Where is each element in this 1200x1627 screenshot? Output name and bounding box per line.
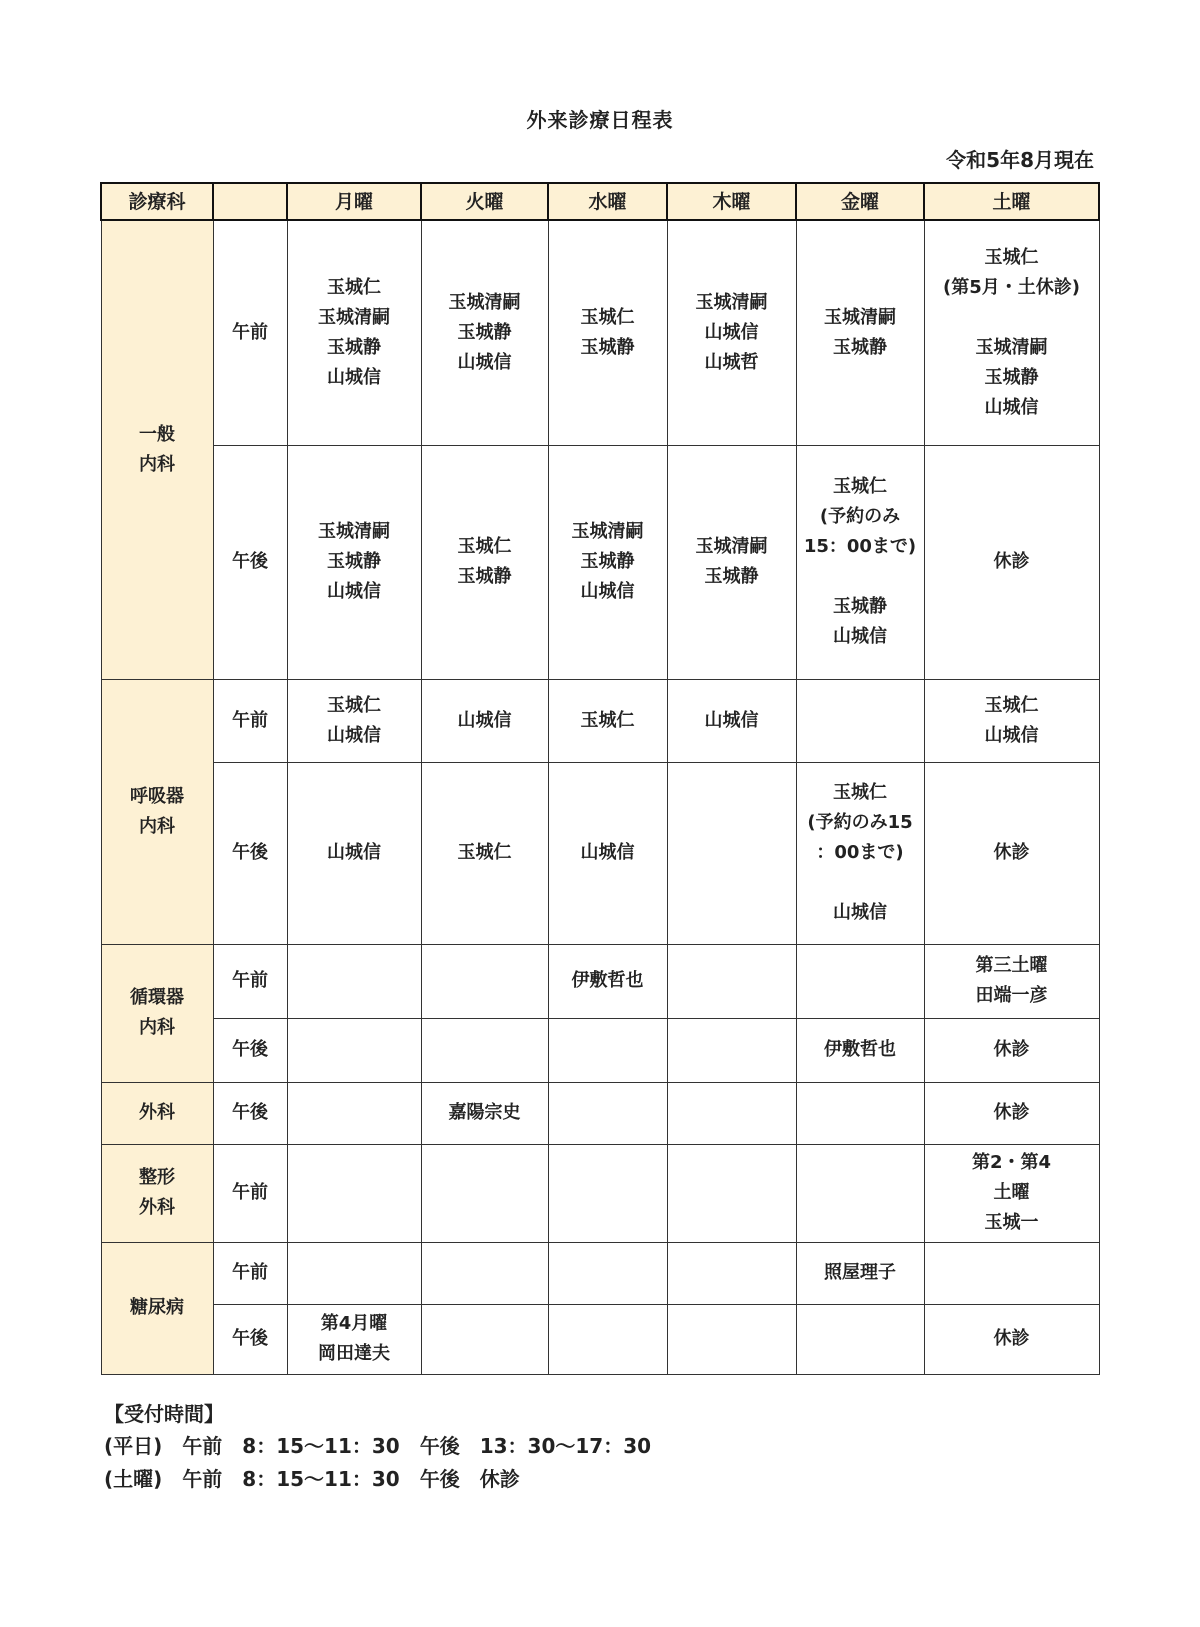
- schedule-cell: 玉城仁 (予約のみ15 ：00まで) 山城信: [796, 762, 924, 944]
- schedule-cell: 第4月曜 岡田達夫: [287, 1304, 421, 1374]
- slot-cell: 午後: [213, 445, 287, 679]
- schedule-cell: 第2・第4 土曜 玉城一: [924, 1144, 1099, 1242]
- header-dept: 診療科: [101, 183, 213, 220]
- schedule-cell: [421, 1144, 548, 1242]
- schedule-cell: [287, 1242, 421, 1304]
- schedule-cell: 伊敷哲也: [548, 944, 667, 1018]
- schedule-cell: 伊敷哲也: [796, 1018, 924, 1082]
- schedule-cell: 山城信: [667, 679, 796, 762]
- schedule-cell: [548, 1304, 667, 1374]
- header-slot: [213, 183, 287, 220]
- dept-cell: 外科: [101, 1082, 213, 1144]
- table-row: [101, 220, 1099, 445]
- header-day: 木曜: [667, 183, 796, 220]
- schedule-cell: 休診: [924, 1082, 1099, 1144]
- schedule-cell: [421, 1304, 548, 1374]
- schedule-cell: [287, 944, 421, 1018]
- schedule-cell: 照屋理子: [796, 1242, 924, 1304]
- schedule-cell: [667, 1018, 796, 1082]
- schedule-cell: [421, 1018, 548, 1082]
- schedule-cell: 玉城仁 山城信: [287, 679, 421, 762]
- schedule-cell: [796, 679, 924, 762]
- schedule-cell: [796, 1144, 924, 1242]
- schedule-cell: 玉城仁 (第5月・土休診) 玉城清嗣 玉城静 山城信: [924, 220, 1099, 445]
- table-row: [101, 1018, 1099, 1082]
- schedule-cell: 休診: [924, 1304, 1099, 1374]
- schedule-cell: [287, 1018, 421, 1082]
- schedule-cell: 山城信: [421, 679, 548, 762]
- schedule-table: [100, 182, 1100, 1375]
- reception-saturday: (土曜) 午前 8：15～11：30 午後 休診: [104, 1467, 520, 1491]
- header-day: 水曜: [548, 183, 667, 220]
- table-row: [101, 679, 1099, 762]
- slot-cell: 午後: [213, 1018, 287, 1082]
- schedule-cell: [667, 1144, 796, 1242]
- schedule-cell: 玉城仁 玉城静: [421, 445, 548, 679]
- dept-cell: 糖尿病: [101, 1242, 213, 1374]
- dept-cell: 循環器 内科: [101, 944, 213, 1082]
- schedule-cell: [667, 1082, 796, 1144]
- schedule-cell: 山城信: [287, 762, 421, 944]
- schedule-cell: 休診: [924, 445, 1099, 679]
- slot-cell: 午後: [213, 762, 287, 944]
- schedule-cell: [421, 1242, 548, 1304]
- schedule-cell: 玉城清嗣 玉城静 山城信: [287, 445, 421, 679]
- dept-cell: 呼吸器 内科: [101, 679, 213, 944]
- table-row: [101, 1304, 1099, 1374]
- schedule-cell: [548, 1242, 667, 1304]
- schedule-cell: 嘉陽宗史: [421, 1082, 548, 1144]
- schedule-cell: [667, 762, 796, 944]
- schedule-cell: 玉城仁: [421, 762, 548, 944]
- schedule-cell: [287, 1082, 421, 1144]
- table-row: [101, 1242, 1099, 1304]
- table-row: [101, 762, 1099, 944]
- slot-cell: 午後: [213, 1082, 287, 1144]
- page-title: 外来診療日程表: [526, 108, 674, 132]
- header-day: 土曜: [924, 183, 1099, 220]
- schedule-cell: [421, 944, 548, 1018]
- schedule-cell: [796, 1304, 924, 1374]
- schedule-cell: [796, 1082, 924, 1144]
- schedule-cell: 玉城仁 (予約のみ 15：00まで) 玉城静 山城信: [796, 445, 924, 679]
- schedule-cell: [548, 1018, 667, 1082]
- schedule-cell: [548, 1082, 667, 1144]
- schedule-cell: 玉城仁 山城信: [924, 679, 1099, 762]
- schedule-cell: [924, 1242, 1099, 1304]
- table-row: [101, 445, 1099, 679]
- schedule-cell: [287, 1144, 421, 1242]
- slot-cell: 午前: [213, 679, 287, 762]
- schedule-cell: 山城信: [548, 762, 667, 944]
- schedule-cell: 玉城清嗣 玉城静 山城信: [548, 445, 667, 679]
- dept-cell: 整形 外科: [101, 1144, 213, 1242]
- reception-heading: 【受付時間】: [104, 1402, 224, 1426]
- reception-weekday: (平日) 午前 8：15～11：30 午後 13：30～17：30: [104, 1434, 652, 1458]
- schedule-cell: 玉城清嗣 玉城静: [667, 445, 796, 679]
- schedule-cell: [548, 1144, 667, 1242]
- schedule-cell: 玉城仁 玉城静: [548, 220, 667, 445]
- slot-cell: 午前: [213, 1144, 287, 1242]
- slot-cell: 午前: [213, 220, 287, 445]
- schedule-cell: 玉城仁: [548, 679, 667, 762]
- schedule-cell: 休診: [924, 1018, 1099, 1082]
- schedule-cell: 第三土曜 田端一彦: [924, 944, 1099, 1018]
- schedule-cell: [667, 1304, 796, 1374]
- table-row: [101, 944, 1099, 1018]
- slot-cell: 午前: [213, 944, 287, 1018]
- header-day: 月曜: [287, 183, 421, 220]
- schedule-cell: 休診: [924, 762, 1099, 944]
- schedule-cell: 玉城清嗣 玉城静 山城信: [421, 220, 548, 445]
- schedule-cell: [667, 944, 796, 1018]
- as-of-date: 令和5年8月現在: [946, 148, 1094, 172]
- table-row: [101, 1082, 1099, 1144]
- schedule-cell: [796, 944, 924, 1018]
- slot-cell: 午前: [213, 1242, 287, 1304]
- header-row: [101, 183, 1099, 220]
- schedule-cell: 玉城清嗣 玉城静: [796, 220, 924, 445]
- header-day: 金曜: [796, 183, 924, 220]
- dept-cell: 一般 内科: [101, 220, 213, 679]
- schedule-cell: 玉城清嗣 山城信 山城哲: [667, 220, 796, 445]
- slot-cell: 午後: [213, 1304, 287, 1374]
- table-row: [101, 1144, 1099, 1242]
- schedule-cell: 玉城仁 玉城清嗣 玉城静 山城信: [287, 220, 421, 445]
- schedule-cell: [667, 1242, 796, 1304]
- header-day: 火曜: [421, 183, 548, 220]
